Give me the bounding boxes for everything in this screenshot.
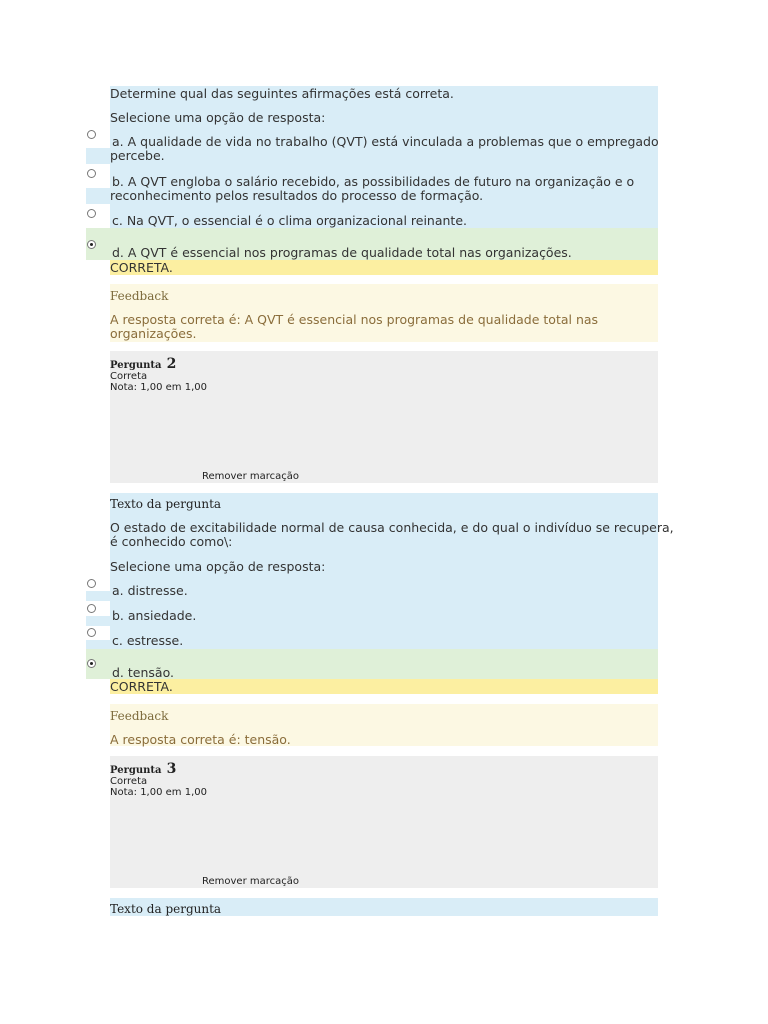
q1-select-label: Selecione uma opção de resposta:	[110, 110, 326, 125]
q1-option-a-label[interactable]: a. A qualidade de vida no trabalho (QVT) está vinculada a problemas que o empregado percebe.	[110, 134, 659, 163]
q2-option-b-row-bg	[86, 616, 110, 626]
q2-feedback-title: Feedback	[110, 709, 169, 723]
q2-option-c-radio[interactable]	[87, 628, 96, 637]
q1-option-b-row-bg	[86, 188, 110, 204]
q1-result-bg	[110, 260, 658, 275]
q3-remove-flag-link[interactable]: Remover marcação	[202, 876, 300, 887]
q2-option-a-row-bg	[86, 591, 110, 601]
q1-option-d-radio[interactable]	[87, 240, 96, 249]
q3-title: Texto da pergunta	[110, 902, 222, 916]
q2-grade: Nota: 1,00 em 1,00	[110, 382, 207, 393]
q2-option-d-radio[interactable]	[87, 659, 96, 668]
q2-result-bg	[110, 679, 658, 694]
q3-grade: Nota: 1,00 em 1,00	[110, 787, 207, 798]
q1-option-b-label[interactable]: b. A QVT engloba o salário recebido, as possibilidades de futuro na organização e o reconhecimento pelos resultados do processo de formação.	[110, 174, 635, 203]
q2-feedback-text: A resposta correta é: tensão.	[110, 732, 291, 747]
q1-option-c-label[interactable]: c. Na QVT, o essencial é o clima organizacional reinante.	[112, 213, 467, 228]
q2-heading: Pergunta 2	[110, 356, 177, 372]
q1-result: CORRETA.	[110, 260, 173, 275]
q2-result: CORRETA.	[110, 679, 173, 694]
q1-option-d-label[interactable]: d. A QVT é essencial nos programas de qualidade total nas organizações.	[112, 245, 572, 260]
q2-title: Texto da pergunta	[110, 497, 222, 511]
q2-option-a-label[interactable]: a. distresse.	[112, 583, 188, 598]
q1-option-a-row-bg	[86, 148, 110, 164]
q1-option-a-radio[interactable]	[87, 130, 96, 139]
q2-prompt: O estado de excitabilidade normal de causa conhecida, e do qual o indivíduo se recupera, é conhecido como\:	[110, 520, 674, 549]
q1-feedback-text: A resposta correta é: A QVT é essencial nos programas de qualidade total nas organizações.	[110, 312, 599, 341]
q2-select-label: Selecione uma opção de resposta:	[110, 559, 326, 574]
q1-option-b-radio[interactable]	[87, 169, 96, 178]
q2-status: Correta	[110, 371, 148, 382]
q3-status: Correta	[110, 776, 148, 787]
q2-info-box	[110, 351, 658, 483]
q1-prompt: Determine qual das seguintes afirmações está correta.	[110, 86, 454, 101]
q2-option-b-radio[interactable]	[87, 604, 96, 613]
q3-heading: Pergunta 3	[110, 761, 177, 777]
q1-option-c-radio[interactable]	[87, 209, 96, 218]
q2-remove-flag-link[interactable]: Remover marcação	[202, 471, 300, 482]
q2-option-a-radio[interactable]	[87, 579, 96, 588]
q1-feedback-title: Feedback	[110, 289, 169, 303]
q3-info-box	[110, 756, 658, 888]
q2-option-b-label[interactable]: b. ansiedade.	[112, 608, 197, 623]
q2-option-c-label[interactable]: c. estresse.	[112, 633, 184, 648]
q2-option-d-label[interactable]: d. tensão.	[112, 665, 174, 680]
